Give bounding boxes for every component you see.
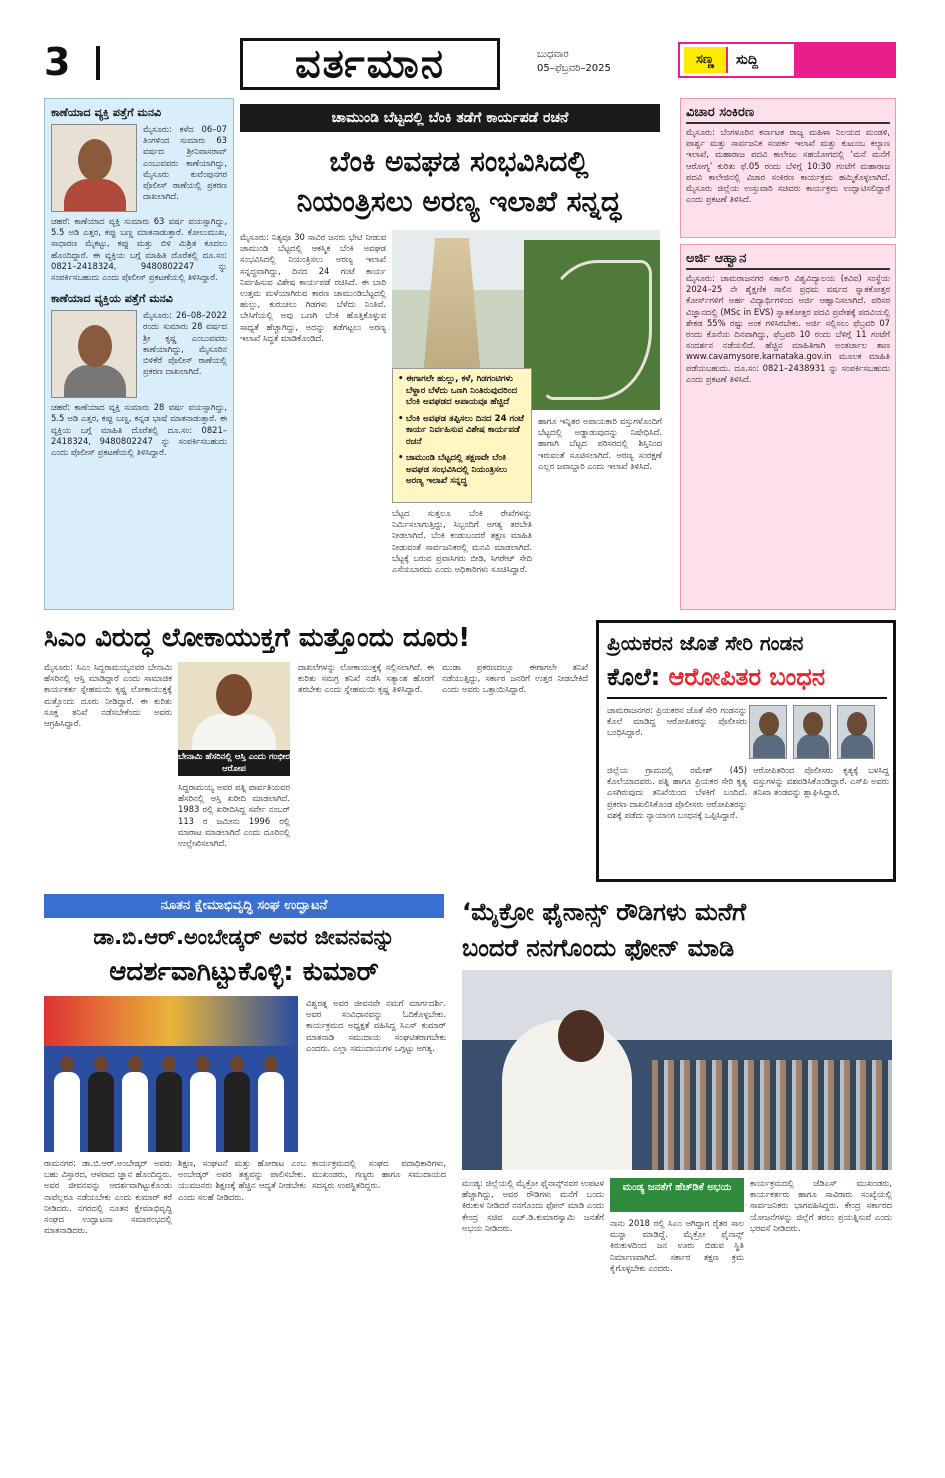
section-tag-b: ಸುದ್ದಿ	[736, 52, 759, 68]
missing-text: ಮೈಸೂರು: ಕಳೆದ 06–07 ತಿಂಗಳಿಂದ ಸುಮಾರು 63 ವರ್ಷದ ಶ್ರೀನಿವಾಸರಾವ್ ಎಂಬುವವರು ಕಾಣೆಯಾಗಿದ್ದು, ಮೈಸೂರು ಕುವೆಂಪುನಗರ ಪೊಲೀಸ್ ಠಾಣೆಯಲ್ಲಿ ಪ್ರಕರಣ ದಾಖಲಾಗಿದೆ.	[143, 124, 227, 202]
ambedkar-event-photo	[44, 996, 298, 1152]
murder-divider	[607, 697, 887, 699]
missing-person-photo	[51, 124, 137, 212]
missing-notice	[51, 291, 227, 458]
day-label: ಬುಧವಾರ	[537, 49, 569, 60]
ambedkar-story	[44, 890, 446, 1450]
missing-heading: ಕಾಣೆಯಾದ ವ್ಯಕ್ತಿಯ ಪತ್ತೆಗೆ ಮನವಿ	[51, 292, 173, 306]
newspaper-title: ವರ್ತಮಾನ	[295, 40, 445, 87]
application-notice	[680, 244, 896, 610]
ambedkar-headline-1: ಡಾ.ಬಿ.ಆರ್.ಅಂಬೇಡ್ಕರ್ ಅವರ ಜೀವನವನ್ನು	[93, 925, 395, 949]
lokayukta-col-2: ಸಿದ್ದರಾಮಯ್ಯ ಅವರ ಪತ್ನಿ ಪಾರ್ವತಿಯವರ ಹೆಸರಿನಲ್ಲಿ ಆಸ್ತಿ ಖರೀದಿ ಮಾಡಲಾಗಿದೆ. 1983 ರಲ್ಲಿ ಖರೀದಿಸಿದ್ದ ಸರ್ವೇ ನಂಬರ್ 113 ರ ಜಮೀನು 1996 ರಲ್ಲಿ ಮಾರಾಟ ಮಾಡಲಾಗಿದೆ ಎಂದು ದೂರಿನಲ್ಲಿ ಉಲ್ಲೇಖಿಸಲಾಗಿದೆ.	[178, 782, 290, 849]
lead-story	[240, 98, 672, 610]
microfinance-headline-line: ಬಂದರೆ ನನಗೊಂದು ಫೋನ್ ಮಾಡಿ	[462, 934, 735, 962]
lokayukta-col-1: ಮೈಸೂರು: ಸಿಎಂ ಸಿದ್ದರಾಮಯ್ಯನವರ ಬೇನಾಮಿ ಹೆಸರಿನಲ್ಲಿ ಆಸ್ತಿ ಮಾಡಿದ್ದಾರೆ ಎಂದು ಸಾಮಾಜಿಕ ಕಾರ್ಯಕರ್ತ ಸ್ನೇಹಮಯಿ ಕೃಷ್ಣ ಲೋಕಾಯುಕ್ತಕ್ಕೆ ಮತ್ತೊಂದು ದೂರು ನೀಡಿದ್ದಾರೆ. ಈ ಕುರಿತು ಸೂಕ್ತ ತನಿಖೆ ನಡೆಸಬೇಕೆಂದು ಅವರು ಆಗ್ರಹಿಸಿದ್ದಾರೆ.	[44, 662, 172, 729]
missing-notice	[51, 105, 227, 283]
murder-headline-2	[607, 661, 891, 693]
lokayukta-col-3: ದಾಖಲೆಗಳನ್ನು ಲೋಕಾಯುಕ್ತಕ್ಕೆ ಸಲ್ಲಿಸಲಾಗಿದೆ. ಈ ಕುರಿತು ಸಮಗ್ರ ತನಿಖೆ ನಡೆಸಿ ಸತ್ಯಾಂಶ ಹೊರಗೆ ತರಬೇಕು ಎಂದು ಸ್ನೇಹಮಯಿ ಕೃಷ್ಣ ತಿಳಿಸಿದ್ದಾರೆ.	[298, 662, 434, 695]
date-label: 05–ಫೆಬ್ರವರಿ–2025	[537, 63, 611, 74]
microfinance-col-2: ನಾನು 2018 ರಲ್ಲಿ ಸಿಎಂ ಆಗಿದ್ದಾಗ ರೈತರ ಸಾಲ ಮನ್ನಾ ಮಾಡಿದ್ದೆ. ಮೈಕ್ರೋ ಫೈನಾನ್ಸ್ ಕಿರುಕುಳದಿಂದ ಜನ ಊರು ಬಿಡುವ ಸ್ಥಿತಿ ನಿರ್ಮಾಣವಾಗಿದೆ. ಸರ್ಕಾರ ತಕ್ಷಣ ಕ್ರಮ ಕೈಗೊಳ್ಳಬೇಕು ಎಂದರು.	[610, 1218, 744, 1273]
lokayukta-story	[44, 620, 590, 880]
page-number-divider	[96, 46, 100, 80]
suspect-photo	[793, 705, 831, 759]
ambedkar-headline-2: ಆದರ್ಶವಾಗಿಟ್ಟುಕೊಳ್ಳಿ: ಕುಮಾರ್	[109, 957, 379, 987]
missing-text: ಮೈಸೂರು: 26–08–2022 ರಂದು ಸುಮಾರು 28 ವರ್ಷದ ಶ್ರೀ ಕೃಷ್ಣ ಎಂಬುವವರು ಕಾಣೆಯಾಗಿದ್ದು, ಮೈಸೂರಿನ ಬಿಳಿಕೆರೆ ಪೊಲೀಸ್ ಠಾಣೆಯಲ್ಲಿ ಪ್ರಕರಣ ದಾಖಲಾಗಿದೆ.	[143, 310, 227, 377]
ambedkar-col-3: ಕಾರ್ಯಕ್ರಮದಲ್ಲಿ ಸಂಘದ ಪದಾಧಿಕಾರಿಗಳು, ಮುಖಂಡರು, ಗಣ್ಯರು ಹಾಗೂ ಸಮುದಾಯದ ಸದಸ್ಯರು ಉಪಸ್ಥಿತರಿದ್ದರು.	[312, 1158, 446, 1191]
lead-headline	[254, 142, 664, 222]
cm-photo-caption: ಬೇನಾಮಿ ಹೆಸರಿನಲ್ಲಿ ಆಸ್ತಿ ಎಂದು ಗಂಭೀರ ಆರೋಪ	[178, 752, 290, 774]
missing-detail: ಚಹರೆ: ಕಾಣೆಯಾದ ವ್ಯಕ್ತಿ ಸುಮಾರು 28 ವರ್ಷ ವಯಸ್ಸಾಗಿದ್ದು, 5.5 ಅಡಿ ಎತ್ತರ, ಕಪ್ಪು ಬಣ್ಣ, ಕನ್ನಡ ಭಾಷೆ ಮಾತನಾಡುತ್ತಾರೆ. ಈ ವ್ಯಕ್ತಿಯ ಬಗ್ಗೆ ಮಾಹಿತಿ ದೊರೆತಲ್ಲಿ ದೂ.ಸಂ: 0821–2418324, 9480802247 ನ್ನು ಸಂಪರ್ಕಿಸಬಹುದು ಎಂದು ಪೊಲೀಸ್ ಪ್ರಕಟಣೆಯಲ್ಲಿ ತಿಳಿಸಿದ್ದಾರೆ.	[51, 402, 227, 458]
missing-persons-column	[44, 98, 234, 610]
seminar-text: ಮೈಸೂರು: ಬೆಂಗಳೂರಿನ ಕರ್ನಾಟಕ ರಾಜ್ಯ ಮಹಿಳಾ ನಿಲಯದ ಮಂಡಳಿ, ಪಾರ್ಶ್ವ ಮತ್ತು ಸಾರ್ವಜನಿಕ ಸಂಪರ್ಕ ಇಲಾಖೆ ಮತ್ತು ಕುಟುಂಬ ಕಲ್ಯಾಣ ಇಲಾಖೆ, ಮಹಾರಾಜ ಪದವಿ ಕಾಲೇಜು ಸಹಯೋಗದಲ್ಲಿ ‘ಮನೆ ಮನೆಗೆ ಆರೋಗ್ಯ’ ಕುರಿತು ಫೆ.05 ರಂದು ಬೆಳಿಗ್ಗೆ 10:30 ಗಂಟೆಗೆ ಮಹಾರಾಜ ಪದವಿ ಕಾಲೇಜಿನಲ್ಲಿ ವಿಚಾರ ಸಂಕಿರಣ ಕಾರ್ಯಕ್ರಮ ಹಮ್ಮಿಕೊಳ್ಳಲಾಗಿದೆ. ಮೈಸೂರು ಜಿಲ್ಲೆಯ ಉಸ್ತುವಾರಿ ಸಚಿವರು ಕಾರ್ಯಕ್ರಮ ಉದ್ಘಾಟಿಸಲಿದ್ದಾರೆ ಎಂದು ಪ್ರಕಟಣೆ ತಿಳಿಸಿದೆ.	[686, 127, 890, 205]
murder-text-b: ಜಿಲ್ಲೆಯ ಗ್ರಾಮದಲ್ಲಿ ರಮೇಶ್ (45) ಕೊಲೆಯಾದವರು. ಪತ್ನಿ ಹಾಗೂ ಪ್ರಿಯಕರ ಸೇರಿ ಕೃತ್ಯ ಎಸಗಿರುವುದು ತನಿಖೆಯಿಂದ ಬೆಳಕಿಗೆ ಬಂದಿದೆ. ಪ್ರಕರಣ ದಾಖಲಿಸಿಕೊಂಡ ಪೊಲೀಸರು ಆರೋಪಿತರನ್ನು ವಶಕ್ಕೆ ಪಡೆದು ನ್ಯಾಯಾಂಗ ಬಂಧನಕ್ಕೆ ಒಪ್ಪಿಸಿದ್ದಾರೆ.	[607, 765, 747, 820]
microfinance-col-3: ಕಾರ್ಯಕ್ರಮದಲ್ಲಿ ಜೆಡಿಎಸ್ ಮುಖಂಡರು, ಕಾರ್ಯಕರ್ತರು ಹಾಗೂ ಸಾವಿರಾರು ಸಂಖ್ಯೆಯಲ್ಲಿ ಸಾರ್ವಜನಿಕರು ಭಾಗವಹಿಸಿದ್ದರು. ಕೇಂದ್ರ ಸರ್ಕಾರದ ಯೋಜನೆಗಳನ್ನು ಜಿಲ್ಲೆಗೆ ತರಲು ಪ್ರಯತ್ನಿಸುವೆ ಎಂದು ಭರವಸೆ ನೀಡಿದರು.	[750, 1178, 892, 1233]
section-tag-a: ಸಣ್ಣ	[684, 47, 728, 73]
missing-person-photo	[51, 310, 137, 398]
seminar-notice	[680, 98, 896, 238]
highlight-item: • ಚಾಮುಂಡಿ ಬೆಟ್ಟದಲ್ಲಿ ತಕ್ಷಣವೇ ಬೆಂಕಿ ಅವಘಡ ಸಂಭವಿಸಿದಲ್ಲಿ ನಿಯಂತ್ರಿಸಲು ಅರಣ್ಯ ಇಲಾಖೆ ಸನ್ನದ್ಧ	[398, 453, 526, 488]
lead-highlights	[392, 368, 532, 503]
lead-col-3: ಹಾಗೂ ಇನ್ನಿತರ ಅಪಾಯಕಾರಿ ವಸ್ತುಗಳೊಂದಿಗೆ ಬೆಟ್ಟದಲ್ಲಿ ಅಡ್ಡಾಡುವುದನ್ನು ನಿಷೇಧಿಸಿದೆ. ಹಾಗಾಗಿ ಬೆಟ್ಟದ ಪರಿಸರದಲ್ಲಿ ಶಿಸ್ತಿನಿಂದ ಇರುವಂತೆ ಸೂಚಿಸಲಾಗಿದೆ. ಅರಣ್ಯ ಸಂರಕ್ಷಣೆ ಎಲ್ಲರ ಜವಾಬ್ದಾರಿ ಎಂದು ಇಲಾಖೆ ತಿಳಿಸಿದೆ.	[538, 416, 662, 471]
suspect-photo	[749, 705, 787, 759]
ambedkar-side-col: ವಿಶ್ವರತ್ನ ಅವರ ಜೀವನವೇ ನಮಗೆ ಮಾರ್ಗದರ್ಶಿ. ಅವರ ಸಂವಿಧಾನವನ್ನು ಓದಿಕೊಳ್ಳಬೇಕು. ಕಾರ್ಯಕ್ರಮದ ಅಧ್ಯಕ್ಷತೆ ವಹಿಸಿದ್ದ ಸಿಎಸ್ ಕುಮಾರ್ ಮಾತನಾಡಿ ಸಮುದಾಯ ಸಂಘಟಿತರಾಗಬೇಕು ಎಂದರು. ಎಲ್ಲಾ ಸಮುದಾಯಗಳ ಒಗ್ಗಟ್ಟು ಅಗತ್ಯ.	[306, 998, 446, 1053]
microfinance-col-1: ಮಂಡ್ಯ: ಜಿಲ್ಲೆಯಲ್ಲಿ ಮೈಕ್ರೋ ಫೈನಾನ್ಸ್‌ನವರ ಉಪಟಳ ಹೆಚ್ಚಾಗಿದ್ದು, ಅವರ ರೌಡಿಗಳು ಮನೆಗೆ ಬಂದು ಕಿರುಕುಳ ನೀಡಿದರೆ ನನಗೊಂದು ಫೋನ್ ಮಾಡಿ ಎಂದು ಕೇಂದ್ರ ಸಚಿವ ಎಚ್.ಡಿ.ಕುಮಾರಸ್ವಾಮಿ ಜನತೆಗೆ ಅಭಯ ನೀಡಿದರು.	[462, 1178, 604, 1233]
highlight-item: • ಬೆಂಕಿ ಅವಘಡ ತಪ್ಪಿಸಲು ದಿನದ 24 ಗಂಟೆ ಕಾರ್ಯ ನಿರ್ವಹಿಸುವ ವಿಶೇಷ ಕಾರ್ಯಪಡೆ ರಚನೆ	[398, 414, 526, 449]
missing-detail: ಚಹರೆ: ಕಾಣೆಯಾದ ವ್ಯಕ್ತಿ ಸುಮಾರು 63 ವರ್ಷ ವಯಸ್ಸಾಗಿದ್ದು, 5.5 ಅಡಿ ಎತ್ತರ, ಕಪ್ಪು ಬಣ್ಣ ಮಾತನಾಡುತ್ತಾರೆ. ಕೋಲುಮುಖ, ಸಾಧಾರಣ ಮೈಕಟ್ಟು, ಕಪ್ಪು ಮತ್ತು ಬಿಳಿ ಮಿಶ್ರಿತ ಕೂದಲು ಹೊಂದಿದ್ದಾರೆ. ಈ ವ್ಯಕ್ತಿಯ ಬಗ್ಗೆ ಮಾಹಿತಿ ದೊರೆತಲ್ಲಿ ದೂ.ಸಂ: 0821–2418324, 9480802247 ನ್ನು ಸಂಪರ್ಕಿಸಬಹುದು ಎಂದು ಪೊಲೀಸ್ ಪ್ರಕಟಣೆಯಲ್ಲಿ ತಿಳಿಸಿದ್ದಾರೆ.	[51, 216, 227, 283]
application-text: ಮೈಸೂರು: ಚಾಮರಾಜನಗರ ಸರ್ಕಾರಿ ವಿಶ್ವವಿದ್ಯಾಲಯ (ಕವಿವ) ಸಂಸ್ಥೆಯ 2024–25 ನೇ ಶೈಕ್ಷಣಿಕ ಸಾಲಿನ ಪ್ರಥಮ ವರ್ಷದ ಸ್ನಾತಕೋತ್ತರ ಕೋರ್ಸ್‌ಗಳಿಗೆ ಅರ್ಹ ವಿದ್ಯಾರ್ಥಿಗಳಿಂದ ಅರ್ಜಿ ಆಹ್ವಾನಿಸಲಾಗಿದೆ. ಪರಿಸರ ವಿಜ್ಞಾನದಲ್ಲಿ (MSc in EVS) ಸ್ನಾತಕೋತ್ತರ ಪದವಿ ಪ್ರವೇಶಕ್ಕೆ ಪದವಿಯಲ್ಲಿ ಶೇಕಡ 55% ರಷ್ಟು ಅಂಕ ಗಳಿಸಿರಬೇಕು. ಅರ್ಜಿ ಸಲ್ಲಿಸಲು ಫೆಬ್ರವರಿ 07 ರಂದು ಕೊನೆಯ ದಿನವಾಗಿದ್ದು, ಫೆಬ್ರವರಿ 10 ರಂದು ಬೆಳಿಗ್ಗೆ 11 ಗಂಟೆಗೆ ಸಂದರ್ಶನ ನಡೆಯಲಿದೆ. ಹೆಚ್ಚಿನ ಮಾಹಿತಿಗಾಗಿ ಅಂತರ್ಜಾಲ ತಾಣ www.cavamysore.karnataka.gov.in ಮೂಲಕ ಮಾಹಿತಿ ಪಡೆಯಬಹುದು. ದೂ.ಸಂ: 0821–2438931 ನ್ನು ಸಂಪರ್ಕಿಸಬಹುದು ಎಂದು ಪ್ರಕಟಣೆ ತಿಳಿಸಿದೆ.	[686, 273, 890, 384]
lokayukta-col-4: ಮುಡಾ ಪ್ರಕರಣದಲ್ಲೂ ಈಗಾಗಲೇ ತನಿಖೆ ನಡೆಯುತ್ತಿದ್ದು, ಸರ್ಕಾರ ಜನರಿಗೆ ಉತ್ತರ ನೀಡಬೇಕಿದೆ ಎಂದು ಅವರು ಒತ್ತಾಯಿಸಿದ್ದಾರೆ.	[442, 662, 588, 695]
hdk-rally-photo	[462, 970, 892, 1170]
lead-headline-line: ನಿಯಂತ್ರಿಸಲು ಅರಣ್ಯ ಇಲಾಖೆ ಸನ್ನದ್ಧ	[296, 185, 622, 218]
lead-col-2: ಬೆಟ್ಟದ ಸುತ್ತಲೂ ಬೆಂಕಿ ರೇಖೆಗಳನ್ನು ನಿರ್ಮಿಸಲಾಗುತ್ತಿದ್ದು, ಸಿಬ್ಬಂದಿಗೆ ಅಗತ್ಯ ತರಬೇತಿ ನೀಡಲಾಗಿದೆ. ಬೆಂಕಿ ಕಂಡುಬಂದರೆ ತಕ್ಷಣ ಮಾಹಿತಿ ನೀಡುವಂತೆ ಸಾರ್ವಜನಿಕರಲ್ಲಿ ಮನವಿ ಮಾಡಲಾಗಿದೆ. ಬೆಟ್ಟಕ್ಕೆ ಬರುವ ಪ್ರವಾಸಿಗರು ಬೀಡಿ, ಸಿಗರೇಟ್ ಸೇದಿ ಎಸೆಯಬಾರದು ಎಂದು ಅಧಿಕಾರಿಗಳು ಸೂಚಿಸಿದ್ದಾರೆ.	[392, 508, 532, 575]
missing-heading: ಕಾಣೆಯಾದ ವ್ಯಕ್ತಿ ಪತ್ತೆಗೆ ಮನವಿ	[51, 106, 162, 119]
section-tag	[678, 42, 896, 78]
murder-text-c: ಆರೋಪಿತರಿಂದ ಪೊಲೀಸರು ಕೃತ್ಯಕ್ಕೆ ಬಳಸಿದ್ದ ವಸ್ತುಗಳನ್ನು ವಶಪಡಿಸಿಕೊಂಡಿದ್ದಾರೆ. ಎಸ್‌ಪಿ ಅವರು ತನಿಖಾ ತಂಡವನ್ನು ಶ್ಲಾಘಿಸಿದ್ದಾರೆ.	[753, 765, 889, 798]
suspect-photo	[837, 705, 875, 759]
date-box	[537, 48, 611, 76]
lead-kicker: ಚಾಮುಂಡಿ ಬೆಟ್ಟದಲ್ಲಿ ಬೆಂಕಿ ತಡೆಗೆ ಕಾರ್ಯಪಡೆ ರಚನೆ	[240, 104, 660, 132]
ambedkar-col-1: ರಾಮನಗರ: ಡಾ.ಬಿ.ಆರ್.ಅಂಬೇಡ್ಕರ್ ಅವರು ಬಹು ವಿಸ್ತಾರದ, ಆಳವಾದ ಜ್ಞಾನ ಹೊಂದಿದ್ದರು. ಅವರ ಜೀವನವನ್ನು ಆದರ್ಶವಾಗಿಟ್ಟುಕೊಂಡು ನಾವೆಲ್ಲರೂ ನಡೆಯಬೇಕು ಎಂದು ಕುಮಾರ್ ಕರೆ ನೀಡಿದರು. ನಗರದಲ್ಲಿ ನೂತನ ಕ್ಷೇಮಾಭಿವೃದ್ಧಿ ಸಂಘದ ಉದ್ಘಾಟನಾ ಸಮಾರಂಭದಲ್ಲಿ ಮಾತನಾಡಿದರು.	[44, 1158, 172, 1236]
ambedkar-col-2: ಶಿಕ್ಷಣ, ಸಂಘಟನೆ ಮತ್ತು ಹೋರಾಟ ಎಂಬ ಅಂಬೇಡ್ಕರ್ ಅವರ ತತ್ವವನ್ನು ಪಾಲಿಸಬೇಕು. ಯುವಜನರು ಶಿಕ್ಷಣಕ್ಕೆ ಹೆಚ್ಚಿನ ಆದ್ಯತೆ ನೀಡಬೇಕು ಎಂದು ಸಲಹೆ ನೀಡಿದರು.	[178, 1158, 306, 1202]
microfinance-story	[458, 890, 896, 1450]
lead-headline-line: ಬೆಂಕಿ ಅವಘಡ ಸಂಭವಿಸಿದಲ್ಲಿ	[329, 145, 589, 178]
murder-headline-2a: ಕೊಲೆ:	[607, 663, 661, 691]
microfinance-headline	[462, 894, 892, 966]
microfinance-headline-line: ‘ಮೈಕ್ರೋ ಫೈನಾನ್ಸ್ ರೌಡಿಗಳು ಮನೆಗೆ	[462, 898, 747, 926]
highlight-item: • ಈಗಾಗಲೇ ಹುಲ್ಲು, ಕಳೆ, ಗಿಡಗಂಟಿಗಳು ಬೆಳ್ದಾರ ಬೆಳೆದು ಒಣಗಿ ನಿಂತಿರುವುದರಿಂದ ಬೆಂಕಿ ಅವಘಡದ ಅಪಾಯವೂ ಹೆಚ್ಚಿದೆ	[398, 374, 526, 409]
murder-story	[596, 620, 896, 882]
newspaper-masthead	[240, 38, 500, 90]
lokayukta-headline: ಸಿಎಂ ವಿರುದ್ಧ ಲೋಕಾಯುಕ್ತಗೆ ಮತ್ತೊಂದು ದೂರು!	[44, 623, 471, 653]
lead-col-1: ಮೈಸೂರು: ನಿತ್ಯವೂ 30 ಸಾವಿರ ಜನರು ಭೇಟಿ ನೀಡುವ ಚಾಮುಂಡಿ ಬೆಟ್ಟದಲ್ಲಿ ಆಕಸ್ಮಿಕ ಬೆಂಕಿ ಅವಘಡ ಸಂಭವಿಸಿದಲ್ಲಿ ನಿಯಂತ್ರಿಸಲು ಅರಣ್ಯ ಇಲಾಖೆ ಸನ್ನದ್ಧವಾಗಿದ್ದು, ದಿನದ 24 ಗಂಟೆ ಕಾರ್ಯ ನಿರ್ವಹಿಸುವ ವಿಶೇಷ ಕಾರ್ಯಪಡೆ ರಚಿಸಿದೆ. ಈ ಬಾರಿ ಉತ್ತಮ ಮಳೆಯಾಗಿರುವ ಕಾರಣ ಚಾಮುಂಡಿಬೆಟ್ಟದಲ್ಲಿ ಹುಲ್ಲು, ಕುರುಚಲು ಗಿಡಗಳು ಬೆಳೆದು ನಿಂತಿವೆ. ಬೇಸಿಗೆಯಲ್ಲಿ ಅವು ಒಣಗಿ ಬೆಂಕಿ ಹೊತ್ತಿಕೊಳ್ಳುವ ಸಾಧ್ಯತೆ ಹೆಚ್ಚಾಗಿದ್ದು, ಅದನ್ನು ತಡೆಗಟ್ಟಲು ಅರಣ್ಯ ಇಲಾಖೆ ಸಿದ್ಧತೆ ಮಾಡಿಕೊಂಡಿದೆ.	[240, 232, 386, 343]
murder-headline-2b: ಆರೋಪಿತರ ಬಂಧನ	[668, 663, 826, 691]
ambedkar-kicker: ನೂತನ ಕ್ಷೇಮಾಭಿವೃದ್ಧಿ ಸಂಘ ಉದ್ಘಾಟನೆ	[44, 894, 444, 918]
section-tag-fill	[794, 44, 894, 76]
application-heading: ಅರ್ಜಿ ಆಹ್ವಾನ	[686, 250, 890, 270]
murder-headline-1: ಪ್ರಿಯಕರನ ಜೊತೆ ಸೇರಿ ಗಂಡನ	[607, 631, 804, 655]
page-number: 3	[44, 40, 71, 84]
microfinance-subhead: ಮಂಡ್ಯ ಜನತೆಗೆ ಹೆಚ್‌ಡಿಕೆ ಅಭಯ	[610, 1178, 744, 1212]
murder-text-a: ಚಾಮರಾಜನಗರ: ಪ್ರಿಯಕರನ ಜೊತೆ ಸೇರಿ ಗಂಡನನ್ನು ಕೊಲೆ ಮಾಡಿದ್ದ ಆರೋಪಿತರನ್ನು ಪೊಲೀಸರು ಬಂಧಿಸಿದ್ದಾರೆ.	[607, 705, 747, 738]
seminar-heading: ವಿಚಾರ ಸಂಕಿರಣ	[686, 104, 890, 124]
